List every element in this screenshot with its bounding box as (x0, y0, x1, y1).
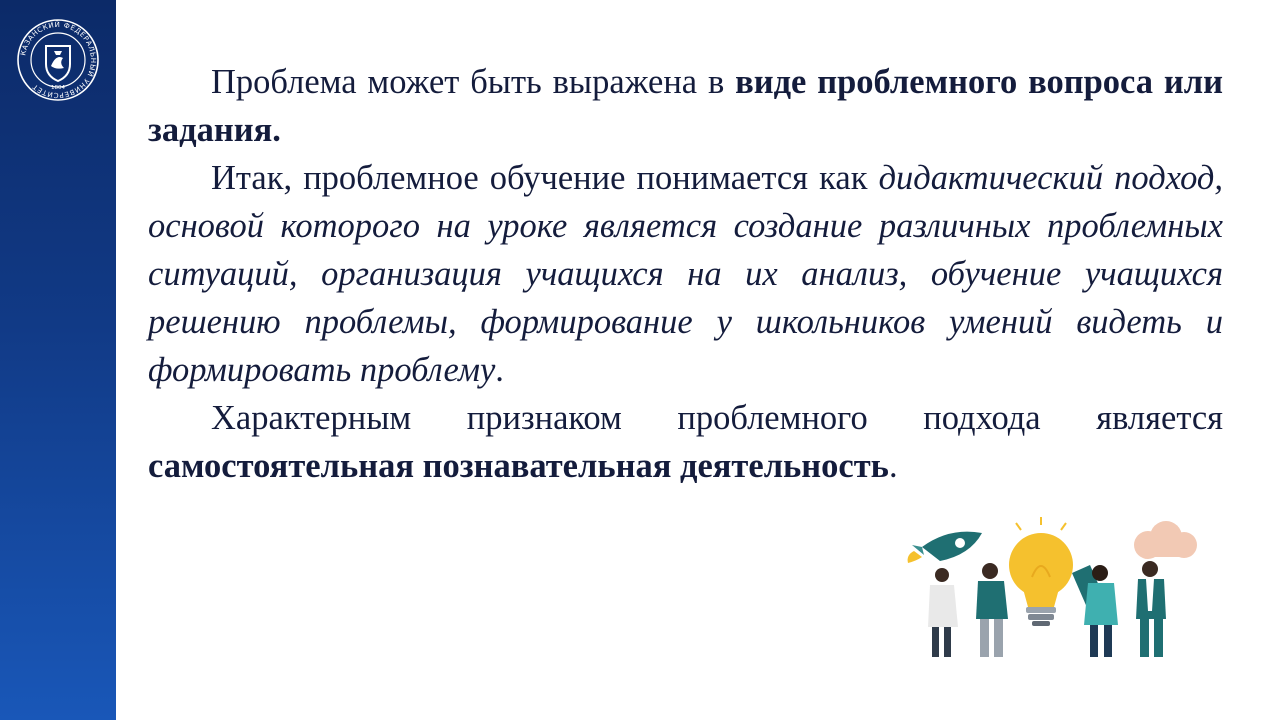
rocket-icon (908, 532, 982, 563)
lightbulb-icon (1009, 517, 1073, 626)
p3-end: . (888, 447, 898, 485)
p2-end: . (495, 351, 504, 389)
logo-ring-text: КАЗАНСКИЙ ФЕДЕРАЛЬНЫЙ УНИВЕРСИТЕТ (19, 20, 98, 100)
person-2-icon (976, 563, 1008, 657)
p1-bold-text: виде проблемного вопроса или задания. (148, 63, 1223, 149)
person-1-icon (928, 568, 958, 657)
p3-bold-text: самостоятельная познавательная деятельность (148, 447, 889, 485)
slide-body (148, 58, 1223, 490)
sidebar-band (0, 0, 116, 720)
cloud-icon (1134, 521, 1197, 559)
paragraph-problem-expression (148, 58, 1223, 154)
university-logo-icon (16, 18, 100, 102)
paragraph-characteristic-sign (148, 394, 1223, 490)
logo-year: 1804 (51, 85, 65, 91)
p3-text: Характерным признаком проблемного подхода является (211, 399, 1223, 437)
teamwork-lightbulb-illustration-icon (904, 515, 1204, 665)
person-4-icon (1136, 561, 1166, 657)
p2-italic-text: дидактический подход, основой которого на уроке является создание различных проблемных ситуаций, организация учащихся на их анализ, обучение учащихся решению проблемы, формирование у школьников умений видеть и формировать проблему (148, 159, 1224, 389)
paragraph-problem-learning (148, 154, 1223, 394)
p1-text: Проблема может быть выражена в (211, 63, 736, 101)
p2-text: Итак, проблемное обучение понимается как (211, 159, 879, 197)
